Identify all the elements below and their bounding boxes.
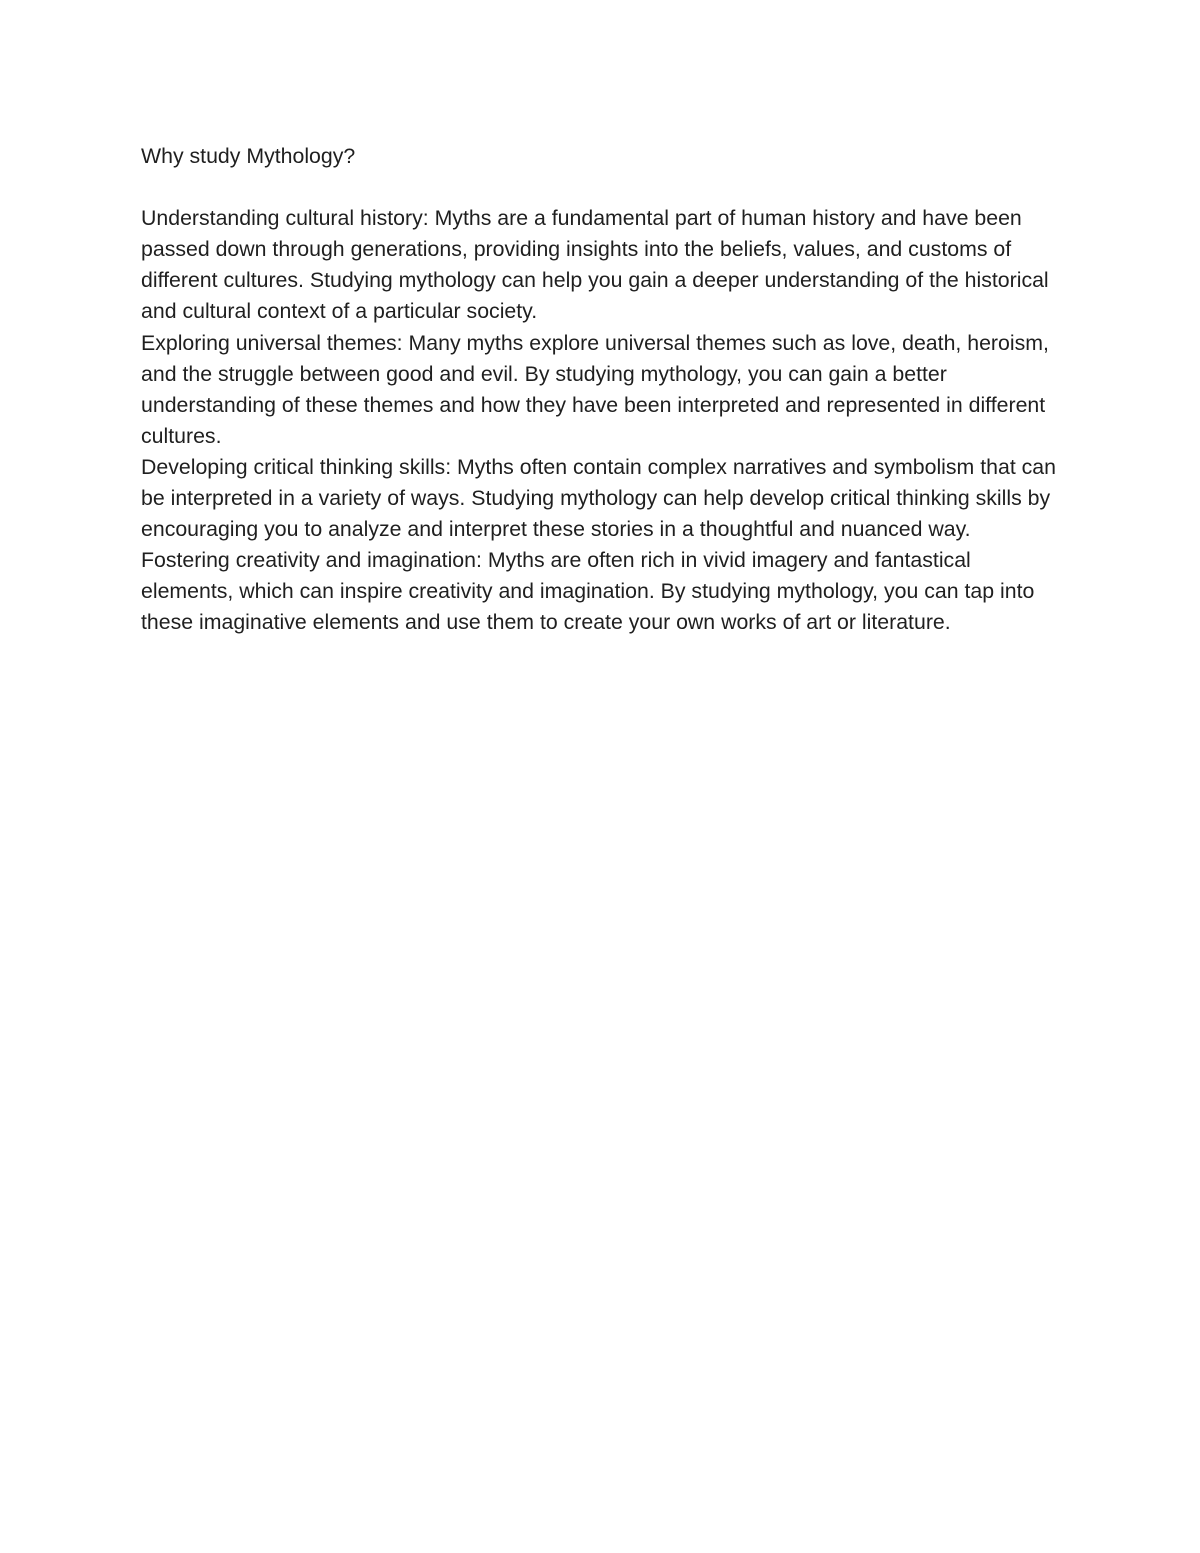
document-title: Why study Mythology? [141, 144, 356, 168]
paragraph-cultural-history: Understanding cultural history: Myths are a fundamental part of human history and have been passed down through generations, providing insights into the beliefs, values, and customs of different cultures. Studying mythology can help you gain a deeper understanding of the historical and cultural context of a particular society. [141, 206, 1049, 324]
blank-line [141, 172, 1066, 203]
document-body [141, 141, 1066, 639]
paragraph-universal-themes: Exploring universal themes: Many myths explore universal themes such as love, death, heroism, and the struggle between good and evil. By studying mythology, you can gain a better understanding of these themes and how they have been interpreted and represented in different cultures. [141, 330, 1049, 448]
paragraph-creativity: Fostering creativity and imagination: Myths are often rich in vivid imagery and fantastical elements, which can inspire creativity and imagination. By studying mythology, you can tap into these imaginative elements and use them to create your own works of art or literature. [141, 548, 1035, 635]
paragraph-critical-thinking: Developing critical thinking skills: Myths often contain complex narratives and symbolism that can be interpreted in a variety of ways. Studying mythology can help develop critical thinking skills by encouraging you to analyze and interpret these stories in a thoughtful and nuanced way. [141, 454, 1056, 542]
